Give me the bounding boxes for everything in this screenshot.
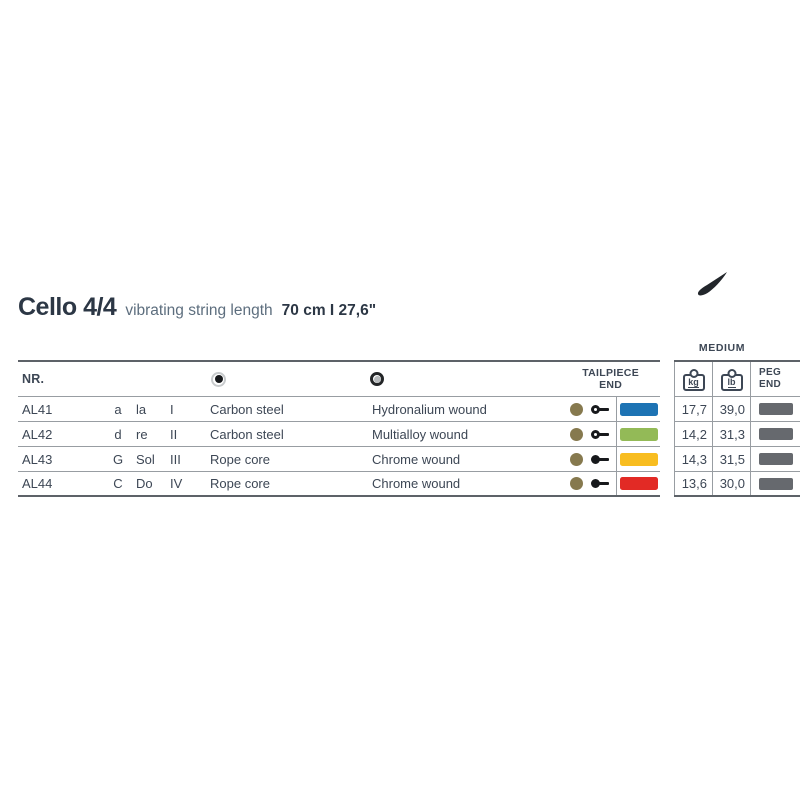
tailpiece-end-cell [530, 447, 616, 471]
tension-table [674, 360, 800, 497]
note-latin-cell: Sol [136, 451, 155, 467]
ball-end-icon [591, 455, 609, 464]
wound-core-icon [370, 372, 384, 386]
peg-end-cell [750, 447, 800, 471]
page-title [18, 293, 376, 322]
lb-cell: 31,3 [712, 422, 750, 446]
nr-column-header: NR. [22, 372, 45, 386]
tailpiece-end-header: TAILPIECE END [582, 367, 639, 391]
position-cell: I [170, 401, 174, 417]
winding-column-header [362, 362, 530, 396]
tension-row [674, 472, 800, 497]
solid-core-icon [211, 372, 226, 387]
spec-header-row [18, 362, 660, 397]
position-cell: II [170, 426, 178, 442]
winding-cell: Multialloy wound [372, 426, 469, 442]
silk-dot-icon [570, 403, 583, 416]
nr-cell: AL43 [22, 451, 53, 467]
core-column-header [198, 362, 362, 396]
tailpiece-end-cell [530, 422, 616, 446]
lb-header-cell [712, 362, 750, 396]
core-cell: Carbon steel [210, 401, 284, 417]
tailpiece-color-cell [616, 397, 660, 421]
ball-end-icon [591, 430, 609, 439]
core-cell: Carbon steel [210, 426, 284, 442]
kg-cell: 13,6 [674, 472, 712, 495]
winding-cell: Chrome wound [372, 451, 461, 467]
gauge-label: MEDIUM [698, 342, 746, 354]
lb-cell: 30,0 [712, 472, 750, 495]
tension-row [674, 447, 800, 472]
table-row [18, 447, 660, 472]
tailpiece-color-cell [616, 447, 660, 471]
tailpiece-end-cell [530, 472, 616, 495]
kg-cell: 14,2 [674, 422, 712, 446]
tailpiece-color-swatch [620, 403, 658, 416]
tension-row [674, 422, 800, 447]
note-latin-cell: re [136, 426, 148, 442]
string-spec-table [18, 360, 660, 497]
silk-dot-icon [570, 428, 583, 441]
tailpiece-color-swatch [620, 428, 658, 441]
core-cell: Rope core [210, 476, 270, 491]
peg-color-swatch [759, 403, 793, 415]
tension-header-row [674, 362, 800, 397]
winding-cell: Hydronalium wound [372, 401, 487, 417]
tailpiece-end-cell [530, 397, 616, 421]
nr-cell: AL44 [22, 476, 53, 491]
scroll-tip-mark [694, 270, 730, 300]
peg-end-cell [750, 472, 800, 495]
lb-cell: 31,5 [712, 447, 750, 471]
title-subtitle: vibrating string length [125, 302, 273, 319]
table-row [18, 397, 660, 422]
note-cell: C [113, 476, 123, 491]
product-title: Cello 4/4 [18, 293, 117, 321]
nr-cell: AL42 [22, 426, 53, 442]
note-cell: G [112, 451, 124, 467]
tension-row [674, 397, 800, 422]
note-latin-cell: Do [136, 476, 153, 491]
ball-end-icon [591, 405, 609, 414]
note-cell: a [114, 401, 122, 417]
table-row [18, 422, 660, 447]
note-cell: d [114, 426, 122, 442]
nr-cell: AL41 [22, 401, 53, 417]
kg-header-cell [674, 362, 712, 396]
peg-end-header: PEG END [750, 362, 800, 396]
winding-cell: Chrome wound [372, 476, 461, 491]
kg-cell: 17,7 [674, 397, 712, 421]
kg-cell: 14,3 [674, 447, 712, 471]
position-cell: III [170, 451, 181, 467]
position-cell: IV [170, 476, 183, 491]
note-latin-cell: la [136, 401, 147, 417]
tailpiece-color-swatch [620, 477, 658, 490]
tailpiece-color-swatch [620, 453, 658, 466]
peg-end-cell [750, 422, 800, 446]
core-cell: Rope core [210, 451, 270, 467]
tailpiece-color-cell [616, 472, 660, 495]
lb-cell: 39,0 [712, 397, 750, 421]
tailpiece-color-cell [616, 422, 660, 446]
silk-dot-icon [570, 477, 583, 490]
ball-end-icon [591, 479, 609, 488]
peg-color-swatch [759, 478, 793, 490]
peg-end-cell [750, 397, 800, 421]
kg-weight-icon: kg [683, 374, 705, 391]
table-row [18, 472, 660, 497]
peg-color-swatch [759, 428, 793, 440]
string-length-value: 70 cm I 27,6" [281, 302, 377, 319]
silk-dot-icon [570, 453, 583, 466]
peg-color-swatch [759, 453, 793, 465]
lb-weight-icon: lb [721, 374, 743, 391]
